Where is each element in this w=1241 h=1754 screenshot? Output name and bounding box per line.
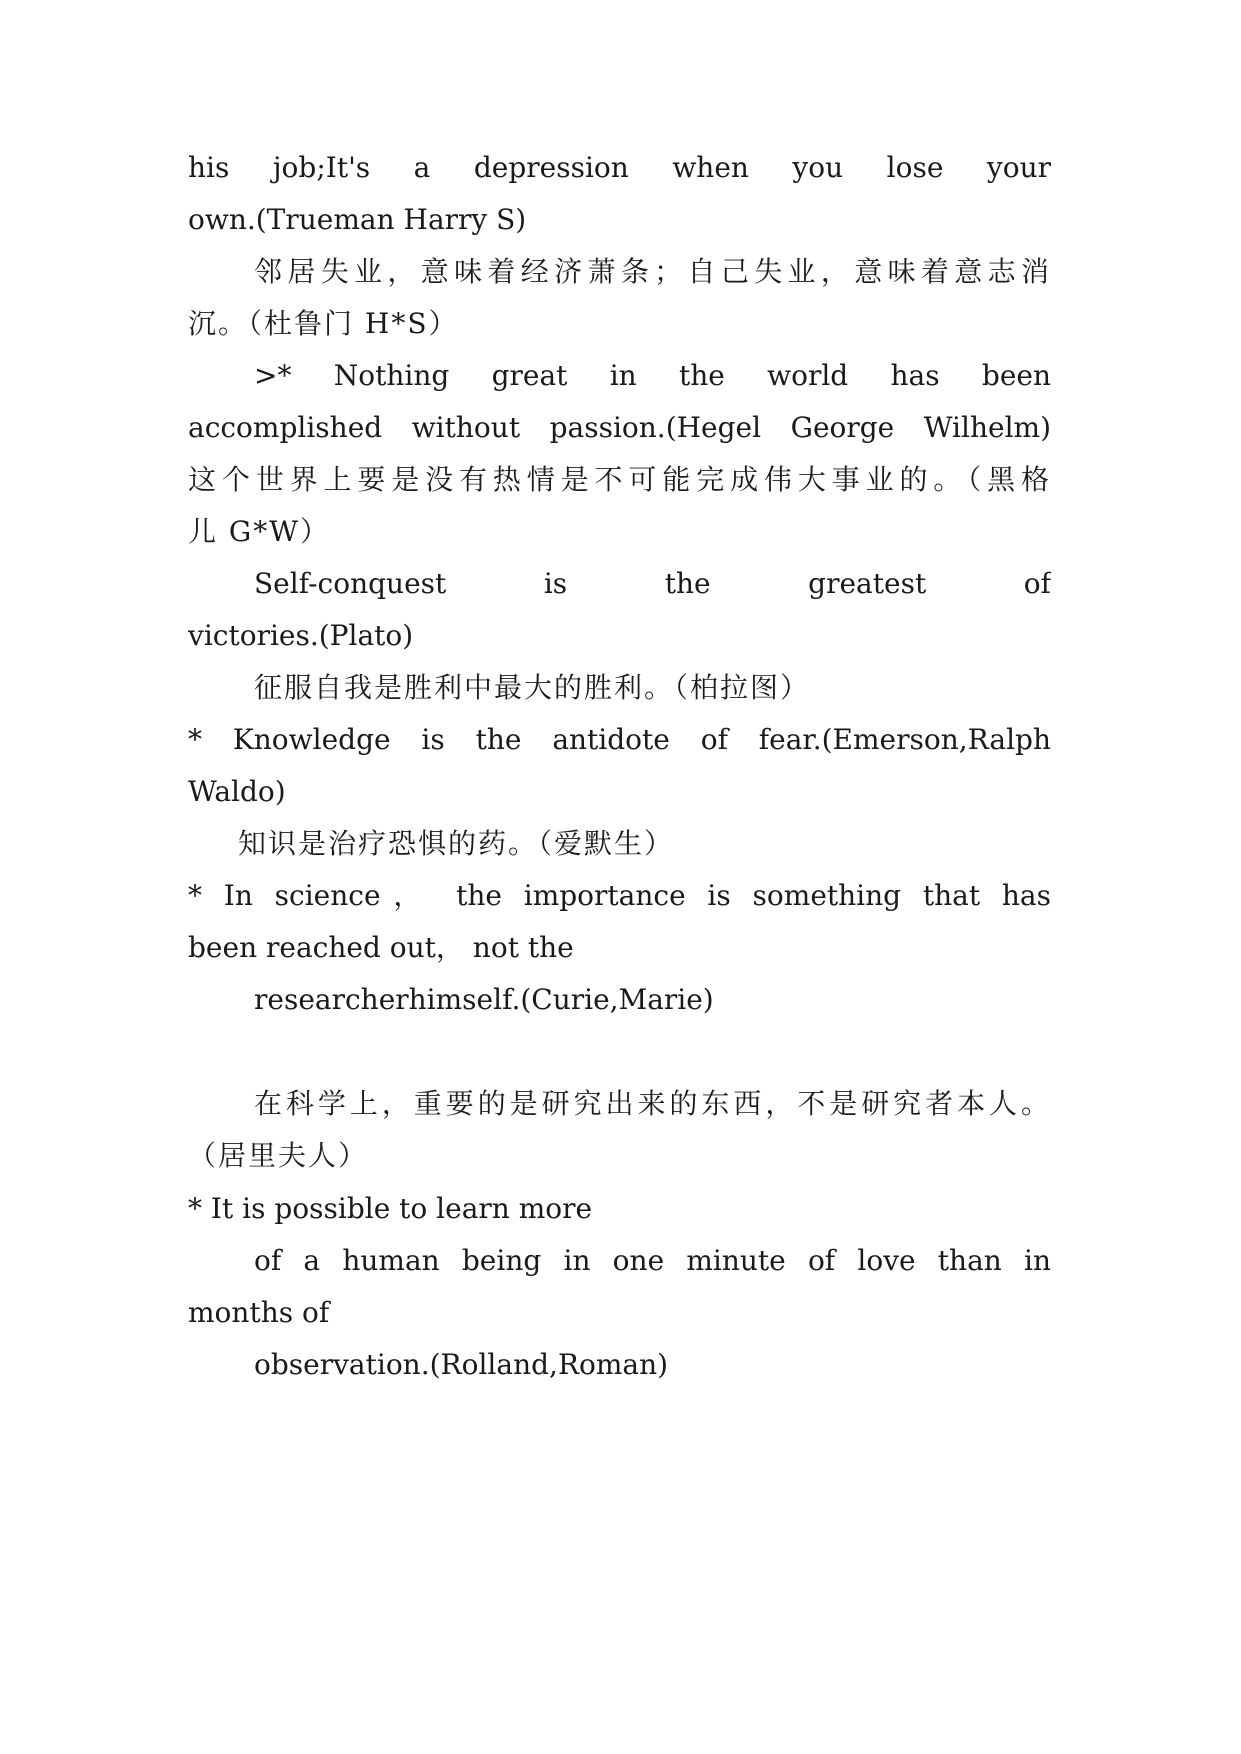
text-line: months of [188, 1296, 330, 1329]
text-line: * Knowledge is the antidote of fear.(Emerson,Ralph [188, 723, 1051, 756]
text-line: 知识是治疗恐惧的药。（爱默生） [238, 827, 675, 860]
text-line: his job;It's a depression when you lose your [188, 151, 1051, 184]
text-line: observation.(Rolland,Roman) [254, 1348, 669, 1381]
text-line: 邻居失业，意味着经济萧条；自己失业，意味着意志消 [254, 255, 1051, 288]
text-line: * In science， the importance is something that has [188, 879, 1051, 912]
text-line: been reached out， not the [188, 931, 574, 964]
text-line: Self-conquest is the greatest of [254, 567, 1051, 600]
text-line: 儿 G*W） [188, 515, 331, 548]
text-line: of a human being in one minute of love than in [254, 1244, 1051, 1277]
text-line: * It is possible to learn more [188, 1192, 593, 1225]
text-line: Waldo) [188, 775, 286, 808]
text-line: （居里夫人） [188, 1139, 369, 1172]
text-line: 沉。（杜鲁门 H*S） [188, 307, 459, 340]
text-line: own.(Trueman Harry S) [188, 203, 527, 236]
text-line: >* Nothing great in the world has been [254, 359, 1051, 392]
text-line: 这个世界上要是没有热情是不可能完成伟大事业的。（黑格 [188, 463, 1051, 496]
text-line: 征服自我是胜利中最大的胜利。（柏拉图） [254, 671, 811, 704]
text-line: victories.(Plato) [188, 619, 414, 652]
text-line: 在科学上，重要的是研究出来的东西，不是研究者本人。 [254, 1087, 1051, 1120]
text-line: researcherhimself.(Curie,Marie) [254, 983, 714, 1016]
text-line: accomplished without passion.(Hegel George Wilhelm) [188, 411, 1051, 444]
